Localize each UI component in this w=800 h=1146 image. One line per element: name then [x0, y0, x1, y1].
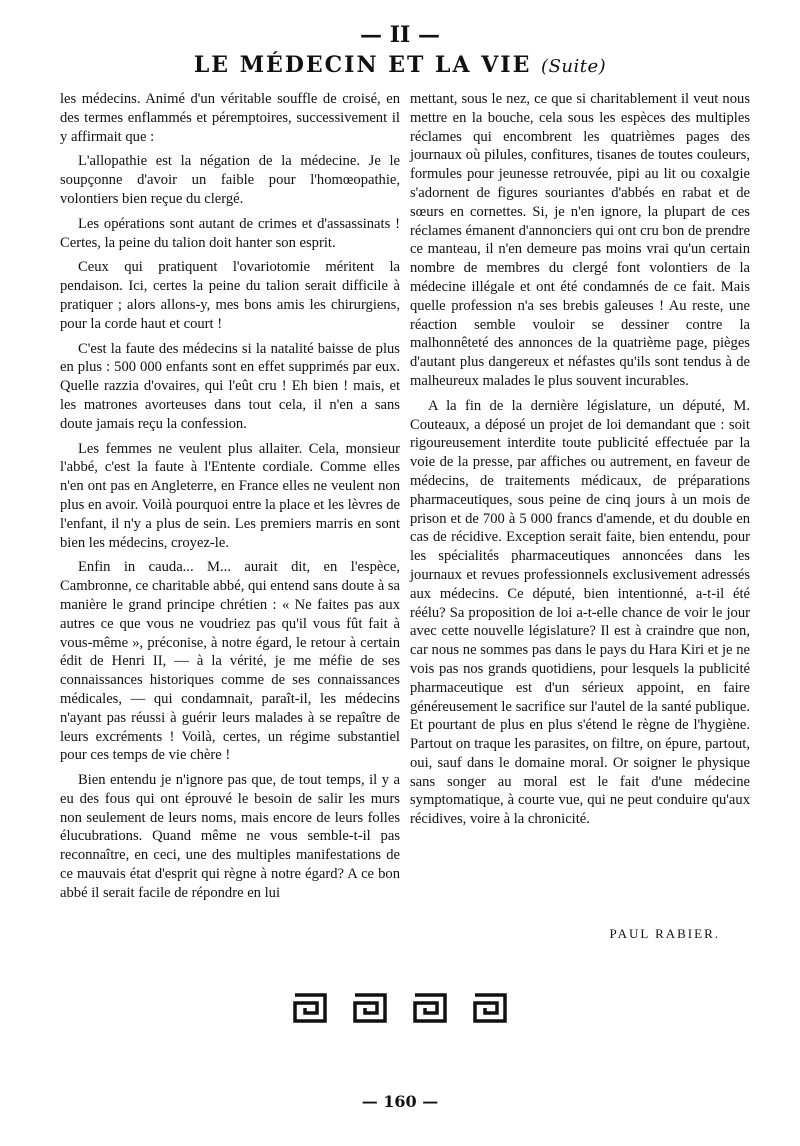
greek-key-icon: [293, 993, 327, 1023]
paragraph: Les femmes ne veulent plus allaiter. Cela, monsieur l'abbé, c'est la faute à l'Entente cordiale. Comme elles n'en ont pas en Angleterre, en France elles ne veulent non plus en avoir. Voilà pourquoi entre la place et les lèvres de l'enfant, il n'y a plus de sein. Les premiers marris en sont bien les médecins, croyez-le.: [60, 440, 400, 551]
page-number: — 160 —: [361, 1092, 439, 1111]
greek-key-ornament: [0, 993, 800, 1023]
paragraph: Enfin in cauda... M... aurait dit, en l'espèce, Cambronne, ce charitable abbé, qui entend sans doute à sa manière le grand principe chrétien : « Ne faites pas aux autres ce que vous ne voudriez pas qu'il vous fût fait à vous-même », préconise, à notre égard, le retour à certain édit de Henri II, — à la vérité, je me méfie de ses connaissances historiques comme de ses connaissances médicales, — qui condamnait, paraît-il, les médecins n'ayant pas réussi à guérir leurs malades à se repaître de leurs excréments ! Voilà, certes, un régime substantiel pour ces temps de vie chère !: [60, 559, 400, 764]
greek-key-icon: [353, 993, 387, 1023]
left-column: [60, 90, 400, 909]
title-suffix: (Suite): [541, 56, 607, 77]
paragraph: L'allopathie est la négation de la médecine. Je le soupçonne d'avoir un faible pour l'homœopathie, volontiers bien reçue du clergé.: [60, 153, 400, 207]
paragraph: les médecins. Animé d'un véritable souffle de croisé, en des termes enflammés et péremptoires, successivement il y affirmait que :: [60, 91, 400, 145]
paragraph: Bien entendu je n'ignore pas que, de tout temps, il y a eu des fous qui ont éprouvé le besoin de salir les murs non seulement de leurs noms, mais encore de leurs folles élucubrations. Quand même ne vous semble-t-il pas reconnaître, en ceci, une des multiples manifestations de ce mauvais état d'esprit qui règne à notre égard? A ce bon abbé il serait facile de répondre en lui: [60, 772, 400, 901]
greek-key-icon: [413, 993, 447, 1023]
author-signature: PAUL RABIER.: [609, 926, 720, 941]
paragraph: Les opérations sont autant de crimes et d'assassinats ! Certes, la peine du talion doit hanter son esprit.: [60, 215, 400, 251]
greek-key-icon: [473, 993, 507, 1023]
paragraph: mettant, sous le nez, ce que si charitablement il veut nous mettre en la bouche, cela sous les espèces des multiples réclames qui encombrent les quatrièmes pages des journaux où pilules, confitures, tisanes de toutes couleurs, formules pour jeunesse retrouvée, pipi au lit ou coxalgie s'adornent de figures souriantes d'abbés en rabat et de sœurs en cornettes. Si, je n'en ignore, la plupart de ces réclames émanent d'annonciers qui ont cru bon de prendre ce manteau, il n'en demeure pas moins vrai qu'un certain nombre de membres du clergé font volontiers de la médecine illégale et ont été condamnés de ce fait. Mais quelle profession n'a ses brebis galeuses ! Au reste, une réaction semble vouloir se dessiner contre la malhonnêteté des annonces de la quatrième page, pièges d'autant plus dangereux et néfastes qu'ils sont tendus à de malheureux malades le plus souvent incurables.: [410, 91, 750, 389]
title-text: LE MÉDECIN ET LA VIE: [193, 52, 532, 78]
page-title: [0, 52, 800, 78]
paragraph: A la fin de la dernière législature, un député, M. Couteaux, a déposé un projet de loi demandant que : soit rigoureusement interdite toute publicité effectuée par la voie de la presse, par affiches ou autrement, en faveur de médecins, de traitements médicaux, de préparations pharmaceutiques, sous peine de cinq jours à un mois de prison et de 700 à 5 000 francs d'amende, et du double en cas de récidive. Exception serait faite, bien entendu, pour les spécialités pharmaceutiques annoncées dans les journaux et revues professionnels exclusivement adressés aux médecins. Ce député, bien intentionné, a-t-il été réélu? Sa proposition de loi a-t-elle chance de voir le jour avec cette nouvelle législature? Il est à craindre que non, car nous ne sommes pas dans le pays du Hara Kiri et je ne vois pas nos grands quotidiens, pour lesquels la publicité pharmaceutique est d'un sérieux appoint, en faire généreusement le sacrifice sur l'autel de la santé publique. Et pourtant de plus en plus s'étend le règne de l'hygiène. Partout on traque les parasites, on filtre, on épure, partout, oui, sauf dans le domaine moral. Or soigner le physique sans songer au moral est le fait d'une médecine symptomatique, à courte vue, qui ne peut conduire qu'aux récidives, voire à la chronicité.: [410, 397, 750, 828]
paragraph: C'est la faute des médecins si la natalité baisse de plus en plus : 500 000 enfants sont en effet supprimés par eux. Quelle razzia d'ovaires, qui l'eût cru ! Eh bien ! mais, et les matrones avorteuses dans tout cela, il n'en a sans doute jamais reçu la confession.: [60, 340, 400, 432]
section-number: — II —: [360, 22, 440, 48]
paragraph: Ceux qui pratiquent l'ovariotomie méritent la pendaison. Ici, certes la peine du talion serait difficile à pratiquer ; alors allons-y, mes bons amis les chirurgiens, pour la corde haut et court !: [60, 259, 400, 332]
right-column: [410, 90, 750, 835]
